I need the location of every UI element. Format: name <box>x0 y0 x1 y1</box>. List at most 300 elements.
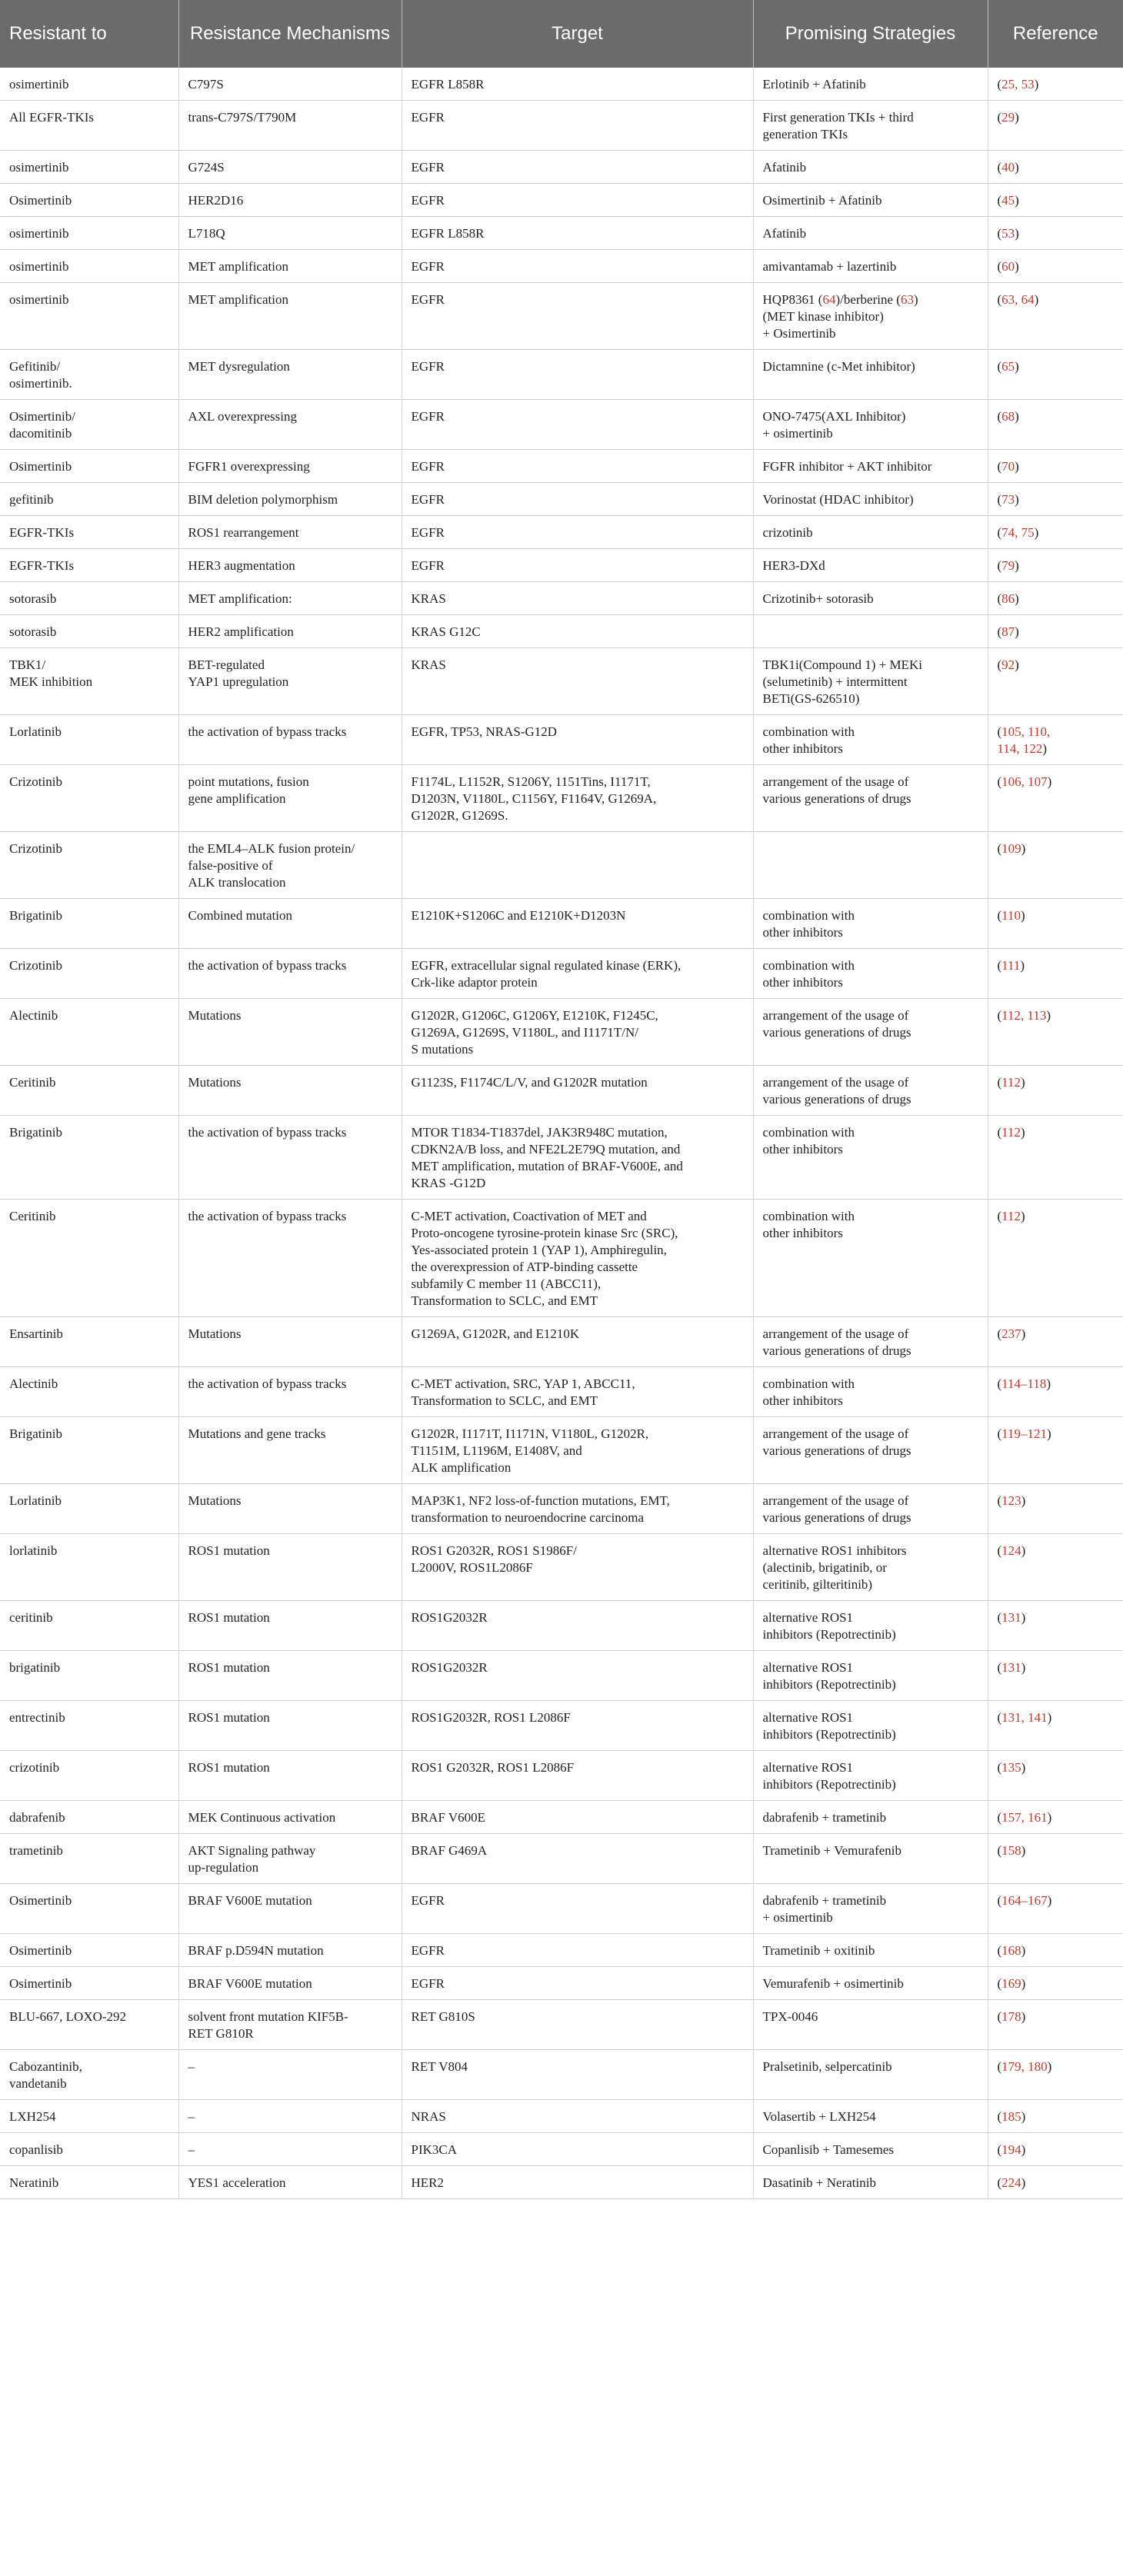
cell-reference: (119–121) <box>988 1417 1123 1484</box>
cell-reference: (112) <box>988 1116 1123 1200</box>
cell-resistant-to: Osimertinib <box>0 184 178 217</box>
cell-resistant-to: osimertinib <box>0 250 178 283</box>
cell-reference: (112, 113) <box>988 999 1123 1066</box>
cell-reference: (112) <box>988 1200 1123 1317</box>
cell-target: EGFR <box>402 549 753 582</box>
reference-link[interactable]: 224 <box>1001 2175 1021 2190</box>
cell-reference: (92) <box>988 648 1123 715</box>
reference-link[interactable]: 92 <box>1001 657 1015 672</box>
cell-promising-strategy: Vorinostat (HDAC inhibitor) <box>753 483 988 516</box>
cell-resistant-to: EGFR-TKIs <box>0 516 178 549</box>
cell-resistant-to: LXH254 <box>0 2100 178 2133</box>
reference-link[interactable]: 131 <box>1001 1610 1021 1625</box>
cell-resistance-mechanism: ROS1 rearrangement <box>178 516 402 549</box>
cell-reference: (178) <box>988 2000 1123 2050</box>
cell-resistant-to: osimertinib <box>0 68 178 101</box>
table-row <box>0 1317 1123 1367</box>
table-row <box>0 1367 1123 1417</box>
cell-resistance-mechanism: BRAF p.D594N mutation <box>178 1934 402 1967</box>
reference-link[interactable]: 135 <box>1001 1760 1021 1775</box>
cell-promising-strategy: arrangement of the usage of various generations of drugs <box>753 1317 988 1367</box>
cell-promising-strategy: crizotinib <box>753 516 988 549</box>
cell-promising-strategy: alternative ROS1 inhibitors (Repotrectinib) <box>753 1601 988 1651</box>
cell-resistant-to: Brigatinib <box>0 899 178 949</box>
cell-resistant-to: Lorlatinib <box>0 715 178 765</box>
cell-target: EGFR, TP53, NRAS-G12D <box>402 715 753 765</box>
cell-reference: (114–118) <box>988 1367 1123 1417</box>
cell-resistance-mechanism: AXL overexpressing <box>178 400 402 450</box>
cell-resistance-mechanism: BIM deletion polymorphism <box>178 483 402 516</box>
cell-resistant-to: BLU-667, LOXO-292 <box>0 2000 178 2050</box>
cell-target: C-MET activation, SRC, YAP 1, ABCC11, Transformation to SCLC, and EMT <box>402 1367 753 1417</box>
cell-promising-strategy: Osimertinib + Afatinib <box>753 184 988 217</box>
table-row <box>0 400 1123 450</box>
cell-promising-strategy: arrangement of the usage of various generations of drugs <box>753 1066 988 1116</box>
cell-resistance-mechanism: Combined mutation <box>178 899 402 949</box>
table-header <box>0 0 1123 68</box>
cell-reference: (158) <box>988 1834 1123 1884</box>
header-row <box>0 0 1123 68</box>
cell-promising-strategy: First generation TKIs + third generation TKIs <box>753 101 988 151</box>
cell-resistance-mechanism: MEK Continuous activation <box>178 1801 402 1834</box>
header-resistant-to: Resistant to <box>0 0 178 68</box>
cell-promising-strategy: Afatinib <box>753 151 988 184</box>
inline-reference-link[interactable]: 63 <box>900 292 914 307</box>
table-row <box>0 765 1123 832</box>
reference-link[interactable]: 45 <box>1001 193 1015 208</box>
cell-resistance-mechanism: MET dysregulation <box>178 350 402 400</box>
reference-link[interactable]: 194 <box>1001 2142 1021 2157</box>
cell-reference: (168) <box>988 1934 1123 1967</box>
cell-resistance-mechanism: the activation of bypass tracks <box>178 715 402 765</box>
table-row <box>0 483 1123 516</box>
cell-resistant-to: Crizotinib <box>0 765 178 832</box>
cell-resistant-to: Ceritinib <box>0 1200 178 1317</box>
reference-link[interactable]: 123 <box>1001 1493 1021 1508</box>
cell-resistance-mechanism: MET amplification <box>178 283 402 350</box>
table-row <box>0 2100 1123 2133</box>
cell-target: EGFR <box>402 1934 753 1967</box>
cell-resistance-mechanism: HER2D16 <box>178 184 402 217</box>
cell-resistance-mechanism: Mutations and gene tracks <box>178 1417 402 1484</box>
cell-target: MTOR T1834-T1837del, JAK3R948C mutation, CDKN2A/B loss, and NFE2L2E79Q mutation, and MET amplification, mutation of BRAF-V600E, and KRAS -G12D <box>402 1116 753 1200</box>
cell-reference: (106, 107) <box>988 765 1123 832</box>
cell-promising-strategy: dabrafenib + trametinib + osimertinib <box>753 1884 988 1934</box>
cell-target: EGFR <box>402 450 753 483</box>
table-row <box>0 516 1123 549</box>
cell-reference: (53) <box>988 217 1123 250</box>
table-row <box>0 1417 1123 1484</box>
table-row <box>0 2050 1123 2100</box>
table-row <box>0 899 1123 949</box>
table-row <box>0 1967 1123 2000</box>
reference-link[interactable]: 68 <box>1001 409 1015 424</box>
cell-target: ROS1 G2032R, ROS1 L2086F <box>402 1751 753 1801</box>
cell-promising-strategy: arrangement of the usage of various generations of drugs <box>753 1484 988 1534</box>
cell-resistance-mechanism: MET amplification: <box>178 582 402 615</box>
reference-link[interactable]: 112 <box>1001 1209 1021 1223</box>
reference-link[interactable]: 178 <box>1001 2009 1021 2024</box>
cell-resistance-mechanism: the activation of bypass tracks <box>178 1367 402 1417</box>
cell-resistant-to: copanlisib <box>0 2133 178 2166</box>
cell-promising-strategy: arrangement of the usage of various generations of drugs <box>753 765 988 832</box>
cell-target: HER2 <box>402 2166 753 2199</box>
cell-target: EGFR <box>402 516 753 549</box>
cell-resistance-mechanism: Mutations <box>178 1484 402 1534</box>
cell-reference: (70) <box>988 450 1123 483</box>
cell-promising-strategy: Trametinib + oxitinib <box>753 1934 988 1967</box>
cell-promising-strategy: TPX-0046 <box>753 2000 988 2050</box>
reference-link[interactable]: 112 <box>1001 1125 1021 1140</box>
cell-promising-strategy: combination with other inhibitors <box>753 949 988 999</box>
cell-promising-strategy <box>753 615 988 648</box>
cell-reference: (40) <box>988 151 1123 184</box>
reference-link[interactable]: 168 <box>1001 1943 1021 1958</box>
table-row <box>0 250 1123 283</box>
cell-resistant-to: Alectinib <box>0 1367 178 1417</box>
table-row <box>0 2000 1123 2050</box>
cell-resistant-to: TBK1/ MEK inhibition <box>0 648 178 715</box>
header-target: Target <box>402 0 753 68</box>
table-row <box>0 1934 1123 1967</box>
cell-resistant-to: Osimertinib <box>0 1934 178 1967</box>
cell-target: G1269A, G1202R, and E1210K <box>402 1317 753 1367</box>
reference-link[interactable]: 185 <box>1001 2109 1021 2124</box>
cell-target: EGFR <box>402 1967 753 2000</box>
cell-reference: (131) <box>988 1651 1123 1701</box>
cell-resistance-mechanism: ROS1 mutation <box>178 1651 402 1701</box>
cell-resistant-to: Ensartinib <box>0 1317 178 1367</box>
cell-promising-strategy: HQP8361 (64)/berberine (63) (MET kinase inhibitor) + Osimertinib <box>753 283 988 350</box>
cell-resistance-mechanism: Mutations <box>178 999 402 1066</box>
cell-promising-strategy: arrangement of the usage of various generations of drugs <box>753 1417 988 1484</box>
cell-target: KRAS <box>402 582 753 615</box>
cell-resistant-to: osimertinib <box>0 283 178 350</box>
cell-resistance-mechanism: – <box>178 2133 402 2166</box>
cell-resistant-to: Osimertinib <box>0 1967 178 2000</box>
cell-promising-strategy: amivantamab + lazertinib <box>753 250 988 283</box>
cell-target: EGFR <box>402 350 753 400</box>
cell-target: EGFR, extracellular signal regulated kinase (ERK), Crk-like adaptor protein <box>402 949 753 999</box>
reference-link[interactable]: 53 <box>1001 226 1015 241</box>
cell-promising-strategy: HER3-DXd <box>753 549 988 582</box>
cell-resistant-to: Crizotinib <box>0 832 178 899</box>
cell-resistant-to: Lorlatinib <box>0 1484 178 1534</box>
reference-link[interactable]: 87 <box>1001 624 1015 639</box>
cell-resistance-mechanism: C797S <box>178 68 402 101</box>
table-row <box>0 549 1123 582</box>
table-row <box>0 217 1123 250</box>
reference-link[interactable]: 86 <box>1001 591 1015 606</box>
cell-resistant-to: Cabozantinib, vandetanib <box>0 2050 178 2100</box>
cell-target: ROS1G2032R, ROS1 L2086F <box>402 1701 753 1751</box>
cell-resistance-mechanism: Mutations <box>178 1066 402 1116</box>
cell-resistance-mechanism: the activation of bypass tracks <box>178 1116 402 1200</box>
cell-resistance-mechanism: – <box>178 2050 402 2100</box>
cell-reference: (169) <box>988 1967 1123 2000</box>
reference-link[interactable]: 109 <box>1001 841 1021 856</box>
cell-target: EGFR <box>402 101 753 151</box>
cell-resistant-to: gefitinib <box>0 483 178 516</box>
reference-link[interactable]: 70 <box>1001 459 1015 474</box>
cell-target: ROS1G2032R <box>402 1651 753 1701</box>
cell-reference: (194) <box>988 2133 1123 2166</box>
cell-target: G1123S, F1174C/L/V, and G1202R mutation <box>402 1066 753 1116</box>
table-row <box>0 1601 1123 1651</box>
cell-target: MAP3K1, NF2 loss-of-function mutations, EMT, transformation to neuroendocrine carcinoma <box>402 1484 753 1534</box>
reference-link[interactable]: 63, 64 <box>1001 292 1035 307</box>
cell-target: RET V804 <box>402 2050 753 2100</box>
cell-promising-strategy: combination with other inhibitors <box>753 1200 988 1317</box>
cell-resistant-to: lorlatinib <box>0 1534 178 1601</box>
cell-target: EGFR L858R <box>402 68 753 101</box>
cell-promising-strategy: ONO-7475(AXL Inhibitor) + osimertinib <box>753 400 988 450</box>
cell-promising-strategy: Vemurafenib + osimertinib <box>753 1967 988 2000</box>
cell-reference: (185) <box>988 2100 1123 2133</box>
cell-reference: (164–167) <box>988 1884 1123 1934</box>
table-row <box>0 350 1123 400</box>
reference-link[interactable]: 79 <box>1001 558 1015 573</box>
cell-resistant-to: Alectinib <box>0 999 178 1066</box>
cell-target: G1202R, G1206C, G1206Y, E1210K, F1245C, G1269A, G1269S, V1180L, and I1171T/N/ S mutations <box>402 999 753 1066</box>
cell-resistant-to: brigatinib <box>0 1651 178 1701</box>
table-row <box>0 1651 1123 1701</box>
table-row <box>0 1066 1123 1116</box>
cell-reference: (131, 141) <box>988 1701 1123 1751</box>
table-row <box>0 450 1123 483</box>
cell-reference: (86) <box>988 582 1123 615</box>
cell-resistance-mechanism: L718Q <box>178 217 402 250</box>
cell-resistance-mechanism: ROS1 mutation <box>178 1534 402 1601</box>
table-row <box>0 1834 1123 1884</box>
reference-link[interactable]: 29 <box>1001 110 1015 125</box>
cell-resistant-to: entrectinib <box>0 1701 178 1751</box>
cell-resistance-mechanism: BRAF V600E mutation <box>178 1967 402 2000</box>
cell-resistance-mechanism: HER3 augmentation <box>178 549 402 582</box>
cell-resistant-to: Osimertinib <box>0 1884 178 1934</box>
cell-target: NRAS <box>402 2100 753 2133</box>
cell-promising-strategy: alternative ROS1 inhibitors (Repotrectinib) <box>753 1651 988 1701</box>
cell-reference: (65) <box>988 350 1123 400</box>
cell-target: RET G810S <box>402 2000 753 2050</box>
cell-resistance-mechanism: the activation of bypass tracks <box>178 949 402 999</box>
cell-resistance-mechanism: Mutations <box>178 1317 402 1367</box>
cell-resistance-mechanism: MET amplification <box>178 250 402 283</box>
table-row <box>0 1751 1123 1801</box>
cell-reference: (237) <box>988 1317 1123 1367</box>
reference-link[interactable]: 112, 113 <box>1001 1008 1047 1023</box>
cell-resistant-to: trametinib <box>0 1834 178 1884</box>
cell-reference: (109) <box>988 832 1123 899</box>
cell-promising-strategy: Dasatinib + Neratinib <box>753 2166 988 2199</box>
cell-reference: (124) <box>988 1534 1123 1601</box>
header-reference: Reference <box>988 0 1123 68</box>
cell-resistance-mechanism: solvent front mutation KIF5B- RET G810R <box>178 2000 402 2050</box>
cell-promising-strategy: TBK1i(Compound 1) + MEKi (selumetinib) + intermittent BETi(GS-626510) <box>753 648 988 715</box>
inline-reference-link[interactable]: 64 <box>822 292 836 307</box>
cell-resistance-mechanism: BET-regulated YAP1 upregulation <box>178 648 402 715</box>
cell-resistance-mechanism: YES1 acceleration <box>178 2166 402 2199</box>
header-promising-strategies: Promising Strategies <box>753 0 988 68</box>
cell-target: PIK3CA <box>402 2133 753 2166</box>
reference-link[interactable]: 124 <box>1001 1543 1021 1558</box>
cell-target: EGFR L858R <box>402 217 753 250</box>
cell-promising-strategy <box>753 832 988 899</box>
cell-resistant-to: Brigatinib <box>0 1116 178 1200</box>
table-row <box>0 615 1123 648</box>
cell-resistance-mechanism: ROS1 mutation <box>178 1701 402 1751</box>
cell-promising-strategy: combination with other inhibitors <box>753 1367 988 1417</box>
cell-promising-strategy: arrangement of the usage of various generations of drugs <box>753 999 988 1066</box>
cell-target: KRAS G12C <box>402 615 753 648</box>
cell-resistant-to: Osimertinib <box>0 450 178 483</box>
cell-reference: (29) <box>988 101 1123 151</box>
cell-reference: (63, 64) <box>988 283 1123 350</box>
cell-promising-strategy: Pralsetinib, selpercatinib <box>753 2050 988 2100</box>
cell-promising-strategy: alternative ROS1 inhibitors (Repotrectinib) <box>753 1701 988 1751</box>
cell-reference: (45) <box>988 184 1123 217</box>
cell-target: EGFR <box>402 250 753 283</box>
reference-link[interactable]: 164–167 <box>1001 1893 1048 1908</box>
cell-resistant-to: Brigatinib <box>0 1417 178 1484</box>
table-row <box>0 101 1123 151</box>
cell-promising-strategy: combination with other inhibitors <box>753 899 988 949</box>
cell-target: EGFR <box>402 483 753 516</box>
reference-link[interactable]: 112 <box>1001 1075 1021 1090</box>
table-row <box>0 184 1123 217</box>
cell-resistant-to: Crizotinib <box>0 949 178 999</box>
reference-link[interactable]: 157, 161 <box>1001 1810 1048 1825</box>
cell-reference: (179, 180) <box>988 2050 1123 2100</box>
cell-resistant-to: ceritinib <box>0 1601 178 1651</box>
table-row <box>0 999 1123 1066</box>
cell-promising-strategy: alternative ROS1 inhibitors (alectinib, brigatinib, or ceritinib, gilteritinib) <box>753 1534 988 1601</box>
cell-resistance-mechanism: AKT Signaling pathway up-regulation <box>178 1834 402 1884</box>
table-row <box>0 1116 1123 1200</box>
cell-target: EGFR <box>402 283 753 350</box>
cell-resistance-mechanism: HER2 amplification <box>178 615 402 648</box>
table-row <box>0 151 1123 184</box>
cell-promising-strategy: alternative ROS1 inhibitors (Repotrectinib) <box>753 1751 988 1801</box>
cell-resistance-mechanism: the activation of bypass tracks <box>178 1200 402 1317</box>
table-row <box>0 1701 1123 1751</box>
cell-reference: (157, 161) <box>988 1801 1123 1834</box>
cell-resistant-to: EGFR-TKIs <box>0 549 178 582</box>
cell-resistance-mechanism: BRAF V600E mutation <box>178 1884 402 1934</box>
table-row <box>0 949 1123 999</box>
cell-target: C-MET activation, Coactivation of MET and Proto-oncogene tyrosine-protein kinase Src (SRC), Yes-associated protein 1 (YAP 1), Amphiregulin, the overexpression of ATP-binding cassette subfamily C member 11 (ABCC11), Transformation to SCLC, and EMT <box>402 1200 753 1317</box>
cell-reference: (111) <box>988 949 1123 999</box>
cell-target: BRAF V600E <box>402 1801 753 1834</box>
cell-reference: (73) <box>988 483 1123 516</box>
cell-promising-strategy: Erlotinib + Afatinib <box>753 68 988 101</box>
cell-resistant-to: Osimertinib/ dacomitinib <box>0 400 178 450</box>
cell-reference: (60) <box>988 250 1123 283</box>
reference-link[interactable]: 237 <box>1001 1326 1021 1341</box>
cell-target: EGFR <box>402 400 753 450</box>
cell-target: G1202R, I1171T, I1171N, V1180L, G1202R, T1151M, L1196M, E1408V, and ALK amplification <box>402 1417 753 1484</box>
cell-resistance-mechanism: trans-C797S/T790M <box>178 101 402 151</box>
reference-link[interactable]: 25, 53 <box>1001 77 1035 92</box>
cell-target: KRAS <box>402 648 753 715</box>
cell-resistant-to: Gefitinib/ osimertinib. <box>0 350 178 400</box>
reference-link[interactable]: 119–121 <box>1001 1426 1048 1441</box>
cell-promising-strategy: Dictamnine (c-Met inhibitor) <box>753 350 988 400</box>
table-row <box>0 68 1123 101</box>
reference-link[interactable]: 111 <box>1001 958 1021 973</box>
cell-resistance-mechanism: – <box>178 2100 402 2133</box>
reference-link[interactable]: 73 <box>1001 492 1015 507</box>
cell-reference: (224) <box>988 2166 1123 2199</box>
header-resistance-mechanisms: Resistance Mechanisms <box>178 0 402 68</box>
cell-resistance-mechanism: the EML4–ALK fusion protein/ false-positive of ALK translocation <box>178 832 402 899</box>
table-row <box>0 283 1123 350</box>
cell-resistance-mechanism: G724S <box>178 151 402 184</box>
cell-reference: (123) <box>988 1484 1123 1534</box>
reference-link[interactable]: 179, 180 <box>1001 2059 1048 2074</box>
cell-promising-strategy: dabrafenib + trametinib <box>753 1801 988 1834</box>
table-row <box>0 1484 1123 1534</box>
cell-resistance-mechanism: ROS1 mutation <box>178 1601 402 1651</box>
cell-reference: (110) <box>988 899 1123 949</box>
cell-resistance-mechanism: ROS1 mutation <box>178 1751 402 1801</box>
reference-link[interactable]: 169 <box>1001 1976 1021 1991</box>
table-row <box>0 1200 1123 1317</box>
cell-promising-strategy: Volasertib + LXH254 <box>753 2100 988 2133</box>
cell-reference: (79) <box>988 549 1123 582</box>
table-row <box>0 648 1123 715</box>
cell-promising-strategy: Copanlisib + Tamesemes <box>753 2133 988 2166</box>
table-row <box>0 582 1123 615</box>
cell-resistant-to: osimertinib <box>0 217 178 250</box>
reference-link[interactable]: 74, 75 <box>1001 525 1035 540</box>
cell-reference: (135) <box>988 1751 1123 1801</box>
cell-reference: (131) <box>988 1601 1123 1651</box>
reference-link[interactable]: 65 <box>1001 359 1015 374</box>
cell-target: BRAF G469A <box>402 1834 753 1884</box>
cell-resistance-mechanism: FGFR1 overexpressing <box>178 450 402 483</box>
cell-resistance-mechanism: point mutations, fusion gene amplification <box>178 765 402 832</box>
reference-link[interactable]: 158 <box>1001 1843 1021 1858</box>
table-row <box>0 715 1123 765</box>
cell-promising-strategy: FGFR inhibitor + AKT inhibitor <box>753 450 988 483</box>
cell-promising-strategy: Crizotinib+ sotorasib <box>753 582 988 615</box>
cell-resistant-to: sotorasib <box>0 582 178 615</box>
reference-link[interactable]: 114–118 <box>1001 1376 1047 1391</box>
reference-link[interactable]: 131 <box>1001 1660 1021 1675</box>
reference-link[interactable]: 110 <box>1001 908 1021 923</box>
reference-link[interactable]: 131, 141 <box>1001 1710 1048 1725</box>
cell-resistant-to: Neratinib <box>0 2166 178 2199</box>
reference-link[interactable]: 105, 110, 114, 122 <box>997 724 1051 756</box>
cell-reference: (87) <box>988 615 1123 648</box>
cell-target: EGFR <box>402 151 753 184</box>
cell-reference: (105, 110, 114, 122) <box>988 715 1123 765</box>
cell-target: F1174L, L1152R, S1206Y, 1151Tins, I1171T, D1203N, V1180L, C1156Y, F1164V, G1269A, G1202R, G1269S. <box>402 765 753 832</box>
cell-resistant-to: sotorasib <box>0 615 178 648</box>
table-row <box>0 2166 1123 2199</box>
cell-reference: (68) <box>988 400 1123 450</box>
reference-link[interactable]: 60 <box>1001 259 1015 274</box>
cell-target: EGFR <box>402 1884 753 1934</box>
cell-target: ROS1 G2032R, ROS1 S1986F/ L2000V, ROS1L2086F <box>402 1534 753 1601</box>
reference-link[interactable]: 40 <box>1001 160 1015 175</box>
table-row <box>0 1801 1123 1834</box>
cell-promising-strategy: Afatinib <box>753 217 988 250</box>
cell-resistant-to: osimertinib <box>0 151 178 184</box>
cell-resistant-to: dabrafenib <box>0 1801 178 1834</box>
reference-link[interactable]: 106, 107 <box>1001 774 1048 789</box>
